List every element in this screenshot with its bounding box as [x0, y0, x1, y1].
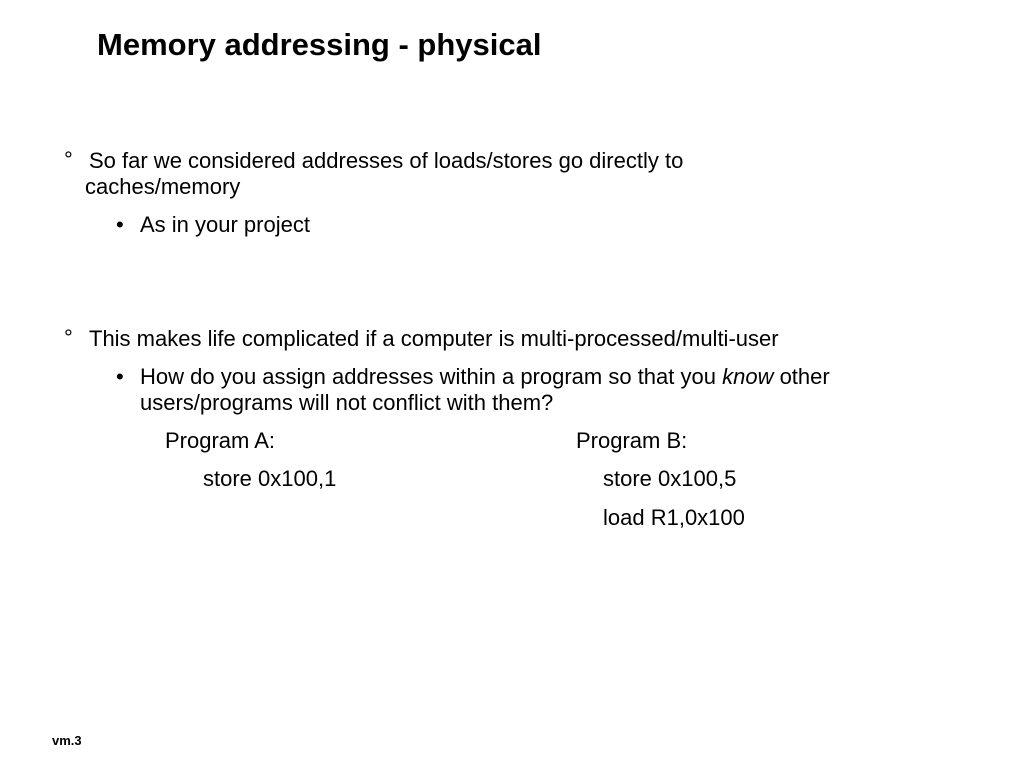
emphasis-know: know	[722, 364, 774, 389]
bullet-2-line-1: This makes life complicated if a computer is multi-processed/multi-user	[89, 326, 779, 351]
sub-bullet-1-text: As in your project	[140, 212, 310, 237]
program-b-line: store 0x100,5	[603, 466, 737, 491]
slide-title: Memory addressing - physical	[97, 27, 542, 62]
sub-bullet-marker: •	[116, 212, 124, 237]
sub-bullet-marker: •	[116, 364, 124, 389]
program-a-line: store 0x100,1	[203, 466, 337, 491]
bullet-1-line-1: So far we considered addresses of loads/stores go directly to	[89, 148, 684, 173]
bullet-marker: °	[64, 325, 73, 350]
sub-bullet-2-text-before: How do you assign addresses within a program so that you	[140, 364, 723, 389]
sub-bullet-2-text-after: other	[773, 364, 830, 389]
bullet-1-line-2: caches/memory	[85, 174, 241, 199]
bullet-marker: °	[64, 147, 73, 172]
program-b-label: Program B:	[576, 428, 688, 453]
slide-footer: vm.3	[52, 733, 82, 748]
sub-bullet-2-line-2: users/programs will not conflict with them?	[140, 390, 554, 415]
sub-bullet-2-line-1	[140, 364, 830, 390]
program-b-line: load R1,0x100	[603, 505, 745, 530]
program-a-label: Program A:	[165, 428, 276, 453]
